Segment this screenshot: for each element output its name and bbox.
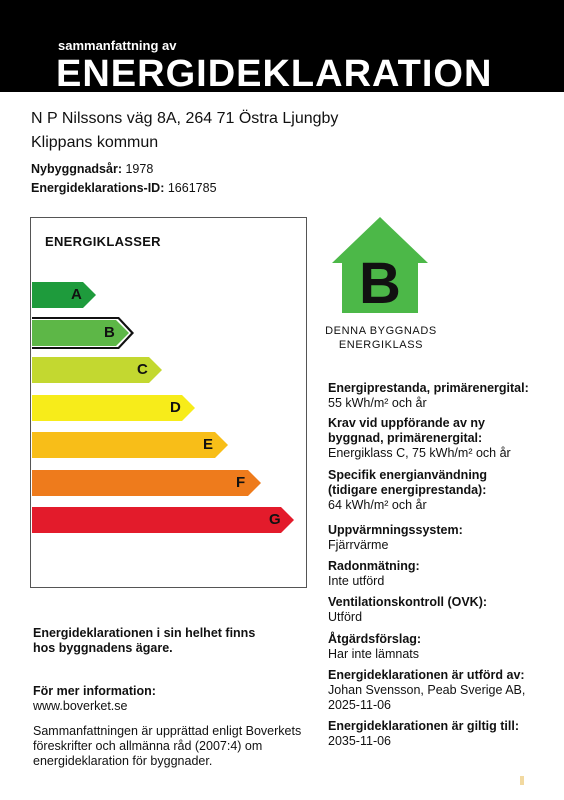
detail-label: Specifik energianvändning (tidigare energiprestanda): — [328, 468, 488, 497]
energy-class-arrow-f — [32, 470, 271, 496]
more-info-link[interactable]: www.boverket.se — [33, 699, 128, 713]
badge-caption-line2: ENERGIKLASS — [338, 339, 424, 351]
detail-value: Inte utförd — [328, 574, 385, 588]
legal-text: Sammanfattningen är upprättad enligt Boverkets föreskrifter och allmänna råd (2007:4) om energideklaration för byggnader. — [33, 724, 302, 768]
detail-label: Krav vid uppförande av ny byggnad, primärenergital: — [328, 416, 485, 445]
declaration-id — [31, 181, 217, 195]
detail-value: Johan Svensson, Peab Sverige AB, 2025-11-06 — [328, 683, 526, 712]
detail-ventilation — [328, 595, 558, 625]
energy-class-letter: D — [170, 398, 181, 416]
detail-label: Energideklarationen är utförd av: — [328, 668, 525, 682]
detail-label: Energideklarationen är giltig till: — [328, 719, 520, 733]
energy-class-arrow-d — [32, 395, 205, 421]
badge-caption — [320, 324, 442, 352]
energy-class-letter: C — [137, 361, 148, 378]
detail-heating-system — [328, 523, 558, 553]
detail-new-build-requirement — [328, 416, 528, 461]
detail-value: Fjärrvärme — [328, 538, 389, 552]
detail-label: Uppvärmningssystem: — [328, 523, 463, 537]
badge-letter: B — [359, 251, 401, 315]
header-banner — [0, 0, 564, 95]
header-title: ENERGIDEKLARATION — [56, 53, 493, 95]
energy-class-arrow-e — [32, 432, 238, 458]
badge-caption-line1: DENNA BYGGNADS — [325, 325, 437, 337]
detail-radon — [328, 559, 558, 589]
energy-class-letter: E — [203, 436, 214, 453]
ownership-notice-text: Energideklarationen i sin helhet finns hos byggnadens ägare. — [33, 626, 256, 655]
more-info — [33, 684, 313, 714]
build-year — [31, 162, 153, 176]
build-year-value: 1978 — [125, 162, 154, 176]
detail-value: 64 kWh/m² och år — [328, 498, 427, 512]
declaration-id-value: 1661785 — [167, 181, 217, 195]
property-address: N P Nilssons väg 8A, 264 71 Östra Ljungby — [31, 110, 339, 127]
detail-value: Energiklass C, 75 kWh/m² och år — [328, 446, 511, 460]
energy-class-arrow-c — [32, 357, 172, 383]
detail-label: Ventilationskontroll (OVK): — [328, 595, 488, 609]
detail-label: Åtgärdsförslag: — [328, 632, 422, 646]
detail-measures — [328, 632, 558, 662]
declaration-id-label: Energideklarations-ID: — [31, 181, 165, 195]
energy-class-letter: A — [71, 286, 82, 303]
detail-value: 55 kWh/m² och år — [328, 396, 427, 410]
detail-specific-energy — [328, 468, 528, 513]
detail-primary-energy — [328, 381, 558, 411]
energy-class-arrow-b — [32, 320, 139, 346]
energy-class-arrow-g — [32, 507, 304, 533]
detail-valid-until — [328, 719, 558, 749]
build-year-label: Nybyggnadsår: — [31, 162, 122, 176]
energy-class-arrow-a — [32, 282, 106, 308]
detail-performed-by — [328, 668, 548, 713]
energy-class-letter: F — [236, 473, 246, 491]
detail-value: Utförd — [328, 610, 363, 624]
energy-class-letter: B — [104, 323, 115, 341]
detail-value: Har inte lämnats — [328, 647, 420, 661]
more-info-label: För mer information: — [33, 684, 156, 698]
detail-label: Energiprestanda, primärenergital: — [328, 381, 529, 395]
corner-mark — [520, 776, 524, 785]
header-subtitle: sammanfattning av — [58, 38, 177, 53]
energy-class-badge-icon — [330, 215, 430, 315]
ownership-notice — [33, 626, 268, 656]
energy-class-letter: G — [269, 511, 281, 528]
property-municipality: Klippans kommun — [31, 134, 159, 151]
energy-class-title: ENERGIKLASSER — [45, 234, 161, 249]
detail-label: Radonmätning: — [328, 559, 420, 573]
detail-value: 2035-11-06 — [328, 734, 392, 748]
energy-class-panel — [30, 217, 307, 588]
